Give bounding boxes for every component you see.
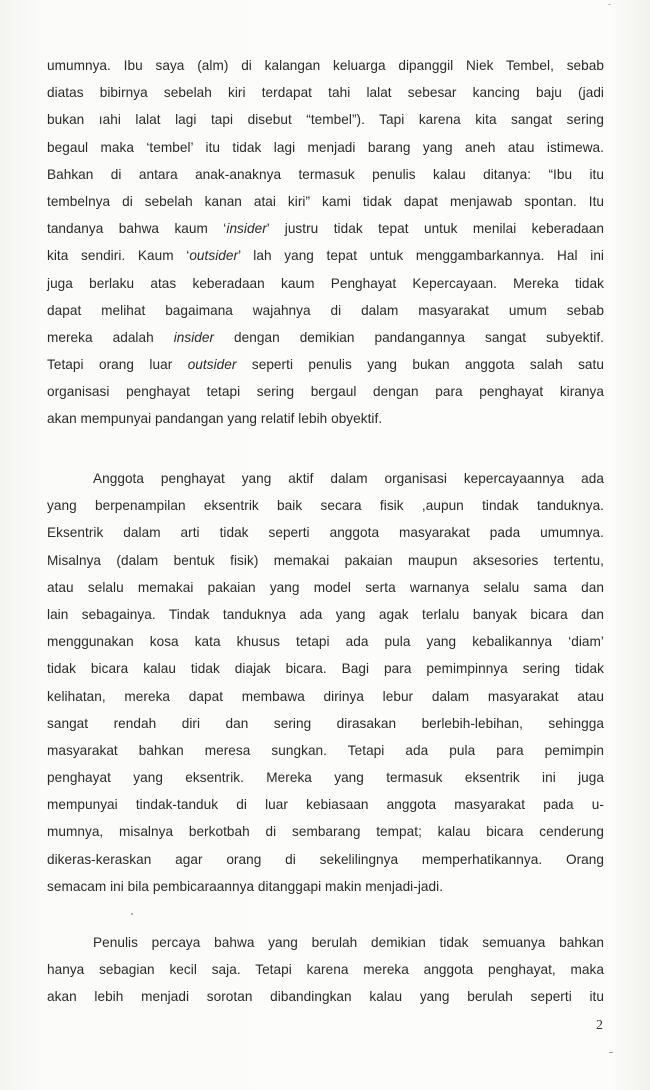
text-line: penghayat yang eksentrik. Mereka yang termasuk eksentrik ini juga xyxy=(47,770,604,786)
text-line: Penulis percaya bahwa yang berulah demikian tidak semuanya bahkan xyxy=(93,935,604,950)
text-line: akan lebih menjadi sorotan dibandingkan kalau yang berulah seperti itu xyxy=(47,989,604,1005)
text-line: atau selalu memakai pakaian yang model serta warnanya selalu sama dan xyxy=(47,579,604,595)
text-line: lain sebagainya. Tindak tanduknya ada yang agak terlalu banyak bicara dan xyxy=(47,606,604,622)
text-line: juga berlaku atas keberadaan kaum Penghayat Kepercayaan. Mereka tidak xyxy=(47,275,604,291)
paragraph-1 xyxy=(47,52,604,433)
text-line: mereka adalah insider dengan demikian pandangannya sangat subyektif. xyxy=(47,329,604,345)
text-line: tembelnya di sebelah kanan atai kiri” kami tidak dapat menjawab spontan. Itu xyxy=(47,193,604,209)
text-line: menggunakan kosa kata khusus tetapi ada pula yang kebalikannya ‘diam’ xyxy=(47,634,604,650)
text-line: tidak bicara kalau tidak diajak bicara. Bagi para pemimpinnya sering tidak xyxy=(47,661,604,677)
text-line: sangat rendah diri dan sering dirasakan berlebih-lebihan, sehingga xyxy=(47,715,604,731)
text-line: Tetapi orang luar outsider seperti penulis yang bukan anggota salah satu xyxy=(47,357,604,373)
scan-speck xyxy=(608,4,611,5)
text-line: organisasi penghayat tetapi sering bergaul dengan para penghayat kiranya xyxy=(47,384,604,400)
page-number: 2 xyxy=(596,1018,603,1033)
text-line: bukan ıahi lalat lagi tapi disebut “tembel”). Tapi karena kita sangat sering xyxy=(47,112,604,128)
paragraph-3 xyxy=(47,929,604,1011)
text-line: diatas bibirnya sebelah kiri terdapat tahi lalat sebesar kancing baju (jadi xyxy=(47,85,604,101)
scan-speck xyxy=(609,1052,613,1053)
text-line: semacam ini bila pembicaraannya ditanggapi makin menjadi-jadi. xyxy=(47,878,444,894)
text-line: Eksentrik dalam arti tidak seperti anggota masyarakat pada umumnya. xyxy=(47,525,604,541)
text-line: mumnya, misalnya berkotbah di sembarang tempat; kalau bicara cenderung xyxy=(47,824,604,840)
text-line: kelihatan, mereka dapat membawa dirinya lebur dalam masyarakat atau xyxy=(47,688,604,704)
text-line: hanya sebagian kecil saja. Tetapi karena mereka anggota penghayat, maka xyxy=(47,962,604,978)
text-line: Anggota penghayat yang aktif dalam organisasi kepercayaannya ada xyxy=(93,471,604,486)
text-line: Bahkan di antara anak-anaknya termasuk penulis kalau ditanya: “Ibu itu xyxy=(47,166,604,182)
text-line: tandanya bahwa kaum ‘insider’ justru tidak tepat untuk menilai keberadaan xyxy=(47,221,604,237)
text-line: akan mempunyai pandangan yang relatif lebih obyektif. xyxy=(47,411,383,427)
text-line: begaul maka ‘tembel’ itu tidak lagi menjadi barang yang aneh atau istimewa. xyxy=(47,139,604,155)
scan-speck xyxy=(131,913,133,915)
text-line: dikeras-keraskan agar orang di sekelilingnya memperhatikannya. Orang xyxy=(47,851,604,867)
text-line: kita sendiri. Kaum ‘outsider’ lah yang tepat untuk menggambarkannya. Hal ini xyxy=(47,248,604,264)
paragraph-2 xyxy=(47,465,604,900)
text-line: mempunyai tindak-tanduk di luar kebiasaan anggota masyarakat pada u- xyxy=(47,797,604,813)
text-line: masyarakat bahkan meresa sungkan. Tetapi ada pula para pemimpin xyxy=(47,742,604,758)
text-line: Misalnya (dalam bentuk fisik) memakai pakaian maupun aksesories tertentu, xyxy=(47,552,604,568)
text-line: umumnya. Ibu saya (alm) di kalangan keluarga dipanggil Niek Tembel, sebab xyxy=(47,58,604,73)
text-line: yang berpenampilan eksentrik baik secara fisik ,aupun tindak tanduknya. xyxy=(47,498,604,514)
text-line: dapat melihat bagaimana wajahnya di dalam masyarakat umum sebab xyxy=(47,302,604,318)
